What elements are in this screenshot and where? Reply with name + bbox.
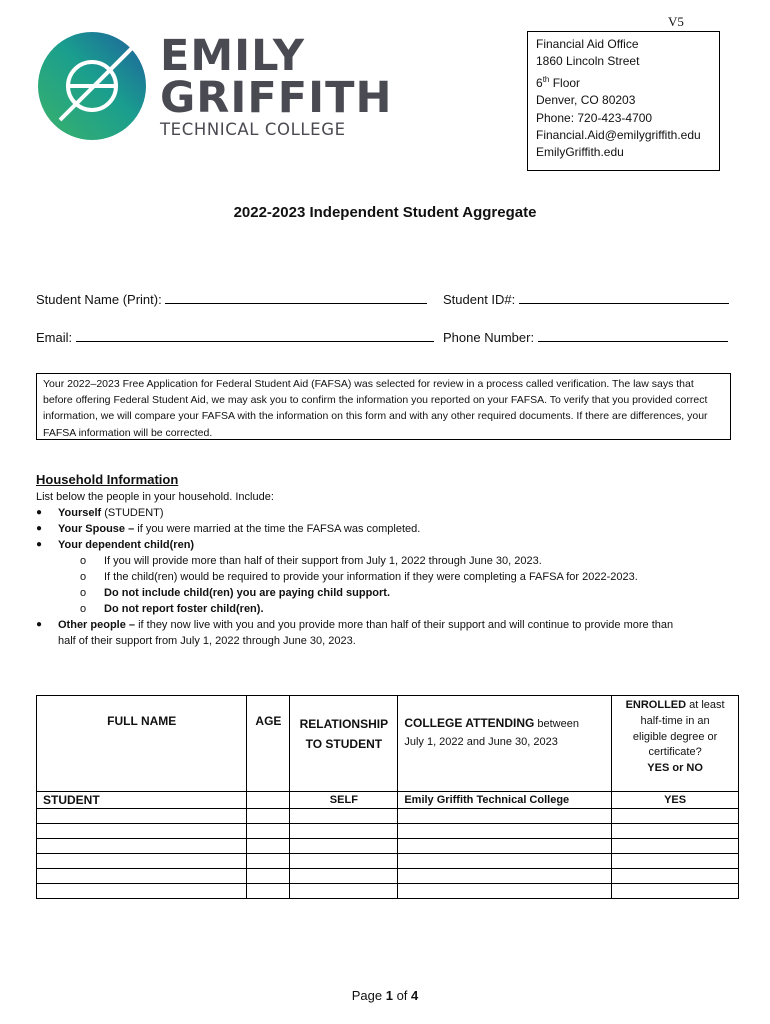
table-cell[interactable] (290, 824, 398, 839)
table-row (37, 792, 739, 809)
office-line: Phone: 720-423-4700 (536, 110, 653, 125)
circle-bullet-icon: o (80, 603, 87, 615)
cell-name[interactable]: STUDENT (37, 792, 247, 809)
office-line: 1860 Lincoln Street (536, 54, 640, 69)
table-cell[interactable] (247, 809, 290, 824)
table-cell[interactable] (247, 884, 290, 899)
table-cell[interactable] (612, 869, 739, 884)
email-label: Email: (36, 330, 73, 345)
logo-name-line2: GRIFFITH (160, 73, 393, 123)
student-name-line[interactable] (165, 289, 427, 304)
table-cell[interactable] (247, 824, 290, 839)
bullet-icon: ● (36, 507, 43, 518)
table-cell[interactable] (612, 824, 739, 839)
table-cell[interactable] (290, 854, 398, 869)
table-cell[interactable] (290, 839, 398, 854)
cell-age[interactable] (247, 792, 290, 809)
table-cell[interactable] (37, 839, 247, 854)
table-cell[interactable] (37, 824, 247, 839)
phone-line[interactable] (538, 327, 728, 342)
table-cell[interactable] (290, 869, 398, 884)
table-cell[interactable] (37, 854, 247, 869)
table-cell[interactable] (290, 884, 398, 899)
version-label: V5 (668, 14, 684, 29)
table-cell[interactable] (398, 824, 612, 839)
college-logo (36, 30, 393, 150)
table-cell[interactable] (247, 839, 290, 854)
phone-field[interactable] (443, 327, 728, 345)
student-id-line[interactable] (519, 289, 729, 304)
table-cell[interactable] (37, 884, 247, 899)
table-cell[interactable] (37, 809, 247, 824)
table-cell[interactable] (247, 869, 290, 884)
table-row (37, 884, 739, 899)
table-header-row (37, 696, 739, 792)
logo-name-line1: EMILY (160, 31, 306, 81)
circle-bullet-icon: o (80, 571, 87, 583)
circle-bullet-icon: o (80, 587, 87, 599)
bullet-icon: ● (36, 619, 43, 630)
office-line: EmilyGriffith.edu (536, 145, 624, 160)
table-cell[interactable] (398, 884, 612, 899)
list-item-continuation: half of their support from July 1, 2022 through June 30, 2023. (58, 635, 356, 647)
office-line: Financial.Aid@emilygriffith.edu (536, 128, 701, 143)
circle-bullet-icon: o (80, 555, 87, 567)
email-line[interactable] (76, 327, 434, 342)
table-cell[interactable] (398, 869, 612, 884)
table-row (37, 854, 739, 869)
household-table (36, 695, 739, 899)
household-heading: Household Information (36, 472, 179, 487)
table-cell[interactable] (290, 809, 398, 824)
table-cell[interactable] (398, 854, 612, 869)
student-id-label: Student ID#: (443, 292, 516, 307)
office-line: Denver, CO 80203 (536, 93, 636, 108)
table-cell[interactable] (612, 809, 739, 824)
table-row (37, 869, 739, 884)
email-field[interactable] (36, 327, 434, 345)
household-intro: List below the people in your household. Include: (36, 491, 274, 503)
student-id-field[interactable] (443, 289, 729, 307)
cell-college[interactable]: Emily Griffith Technical College (398, 792, 612, 809)
student-name-field[interactable] (36, 289, 427, 307)
page-number: Page 1 of 4 (351, 988, 419, 1003)
table-cell[interactable] (612, 854, 739, 869)
table-cell[interactable] (612, 839, 739, 854)
cell-relationship[interactable]: SELF (290, 792, 398, 809)
header-full-name: FULL NAME (37, 696, 247, 792)
table-cell[interactable] (398, 809, 612, 824)
bullet-icon: ● (36, 523, 43, 534)
table-cell[interactable] (247, 854, 290, 869)
header-age: AGE (247, 696, 290, 792)
table-row (37, 839, 739, 854)
table-row (37, 809, 739, 824)
phone-label: Phone Number: (443, 330, 535, 345)
table-row (37, 824, 739, 839)
office-contact-box (527, 31, 720, 171)
verification-notice: Your 2022–2023 Free Application for Federal Student Aid (FAFSA) was selected for review in a process called verification. The law says that before offering Federal Student Aid, we may ask you to confirm the information you reported on your FAFSA. To verify that you provided correct information, we will compare your FAFSA with the information on this form and with any other required documents. If there are differences, your FAFSA information will be corrected. (36, 373, 731, 440)
table-cell[interactable] (398, 839, 612, 854)
header-enrolled: ENROLLED at least half-time in an eligible degree or certificate? YES or NO (612, 696, 739, 792)
logo-name-line3: TECHNICAL COLLEGE (160, 120, 346, 139)
header-relationship: RELATIONSHIP TO STUDENT (290, 696, 398, 792)
table-cell[interactable] (612, 884, 739, 899)
header-college: COLLEGE ATTENDING between July 1, 2022 and June 30, 2023 (398, 696, 612, 792)
table-cell[interactable] (37, 869, 247, 884)
student-name-label: Student Name (Print): (36, 292, 162, 307)
office-line: 6th Floor (536, 74, 581, 90)
bullet-icon: ● (36, 539, 43, 550)
page-title: 2022-2023 Independent Student Aggregate (233, 204, 537, 221)
cell-enrolled[interactable]: YES (612, 792, 739, 809)
office-line: Financial Aid Office (536, 37, 639, 51)
logo-emblem-icon (36, 30, 148, 142)
